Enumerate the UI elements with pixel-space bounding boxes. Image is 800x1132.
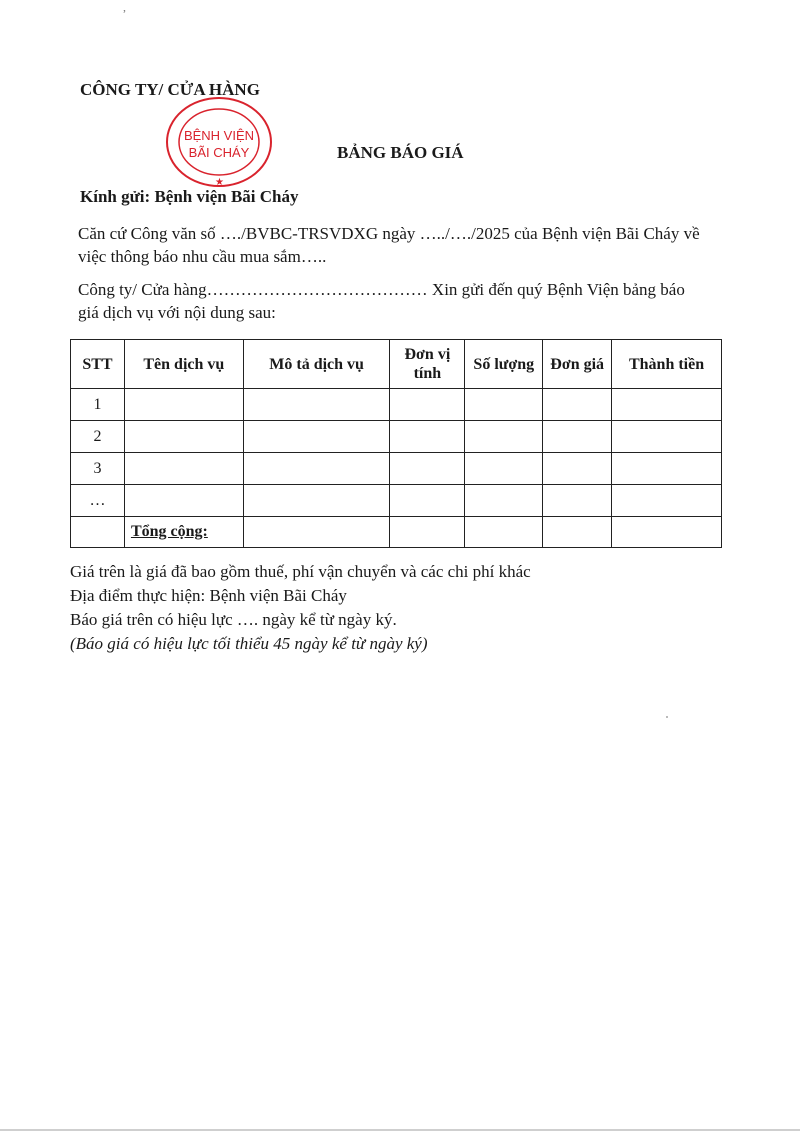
cell-unit-price <box>543 389 612 421</box>
table-row <box>71 485 722 517</box>
paragraph-intro-line2: giá dịch vụ với nội dung sau: <box>78 303 276 322</box>
cell-amount <box>612 485 722 517</box>
row-stt: … <box>71 485 125 517</box>
stamp-text-line2: BÃI CHÁY <box>188 145 250 160</box>
header-amount: Thành tiền <box>612 340 722 389</box>
header-stt: STT <box>71 340 125 389</box>
cell-unit-price <box>543 421 612 453</box>
row-stt: 2 <box>71 421 125 453</box>
cell-unit-price <box>543 453 612 485</box>
stray-mark: , <box>123 0 126 14</box>
cell-service-name <box>124 485 243 517</box>
quote-table <box>70 339 722 548</box>
note-location: Địa điểm thực hiện: Bệnh viện Bãi Cháy <box>70 586 347 605</box>
cell-unit <box>390 389 465 421</box>
note-price-includes: Giá trên là giá đã bao gồm thuế, phí vận chuyển và các chi phí khác <box>70 562 531 581</box>
cell-service-name <box>124 389 243 421</box>
row-stt: 3 <box>71 453 125 485</box>
page-bottom-edge <box>0 1129 800 1131</box>
total-label: Tổng cộng: <box>124 517 243 548</box>
stamp-text-line1: BỆNH VIỆN <box>183 128 255 143</box>
page-title: BẢNG BÁO GIÁ <box>337 143 464 162</box>
table-row <box>71 389 722 421</box>
cell-description <box>243 517 390 548</box>
paragraph-intro-line1: Công ty/ Cửa hàng………………………………… Xin gửi đến quý Bệnh Viện bảng báo <box>78 280 685 299</box>
header-unit-line1: Đơn vị <box>404 346 451 363</box>
cell-quantity <box>465 421 543 453</box>
cell-description <box>243 389 390 421</box>
header-unit-price: Đơn giá <box>543 340 612 389</box>
cell-unit-price <box>543 517 612 548</box>
scan-speck <box>666 716 668 718</box>
header-description: Mô tả dịch vụ <box>243 340 390 389</box>
total-stt-cell <box>71 517 125 548</box>
cell-unit-price <box>543 485 612 517</box>
cell-service-name <box>124 421 243 453</box>
cell-unit <box>390 453 465 485</box>
table-total-row <box>71 517 722 548</box>
row-stt: 1 <box>71 389 125 421</box>
paragraph-reference-line1: Căn cứ Công văn số …./BVBC-TRSVDXG ngày …../…./2025 của Bệnh viện Bãi Cháy về <box>78 224 700 243</box>
cell-unit <box>390 485 465 517</box>
cell-description <box>243 421 390 453</box>
header-unit-line2: tính <box>413 365 442 382</box>
header-quantity: Số lượng <box>465 340 543 389</box>
cell-quantity <box>465 485 543 517</box>
table-row <box>71 453 722 485</box>
cell-amount <box>612 453 722 485</box>
note-minimum-validity: (Báo giá có hiệu lực tối thiểu 45 ngày kể từ ngày ký) <box>70 634 428 653</box>
cell-service-name <box>124 453 243 485</box>
paragraph-reference <box>78 222 728 268</box>
paragraph-intro <box>78 278 728 324</box>
cell-amount <box>612 517 722 548</box>
table-row <box>71 421 722 453</box>
cell-quantity <box>465 453 543 485</box>
cell-quantity <box>465 389 543 421</box>
cell-description <box>243 453 390 485</box>
cell-unit <box>390 421 465 453</box>
cell-amount <box>612 389 722 421</box>
stamp-star-icon: ★ <box>215 177 224 188</box>
table-header-row <box>71 340 722 389</box>
header-service-name: Tên dịch vụ <box>124 340 243 389</box>
header-unit <box>390 340 465 389</box>
paragraph-reference-line2: việc thông báo nhu cầu mua sắm….. <box>78 247 327 266</box>
company-heading: CÔNG TY/ CỬA HÀNG <box>80 80 260 99</box>
greeting: Kính gửi: Bệnh viện Bãi Cháy <box>80 187 299 206</box>
cell-description <box>243 485 390 517</box>
note-validity: Báo giá trên có hiệu lực …. ngày kể từ ngày ký. <box>70 610 397 629</box>
cell-quantity <box>465 517 543 548</box>
cell-amount <box>612 421 722 453</box>
cell-unit <box>390 517 465 548</box>
hospital-stamp <box>163 96 275 188</box>
